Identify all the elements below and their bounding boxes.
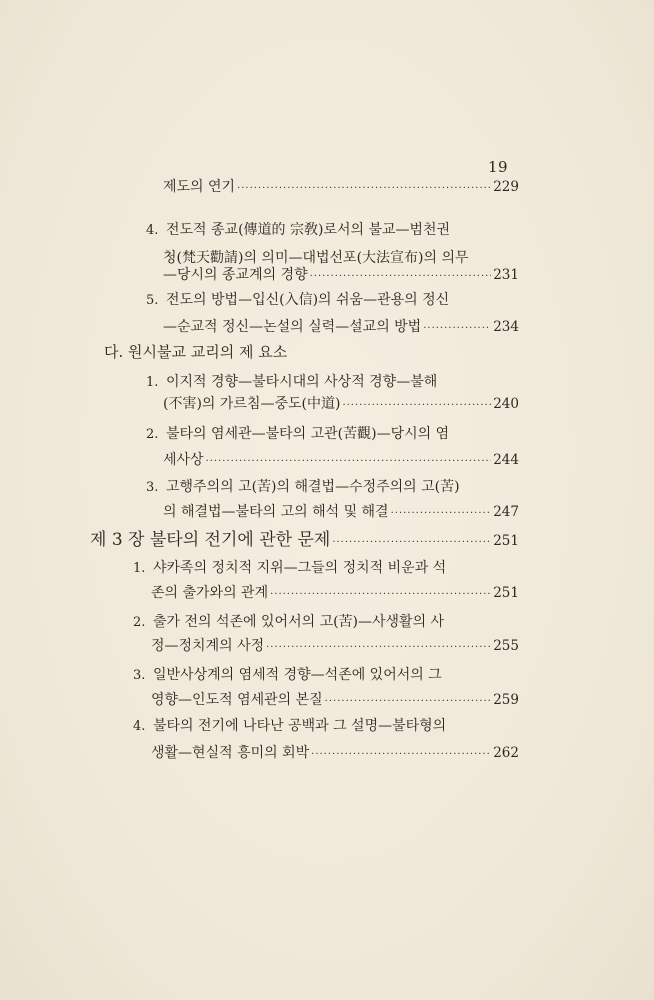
toc-cont-line [163, 450, 519, 470]
toc-cont-line [151, 690, 519, 710]
toc-entry-text: 이지적 경향—불타시대의 사상적 경향—불해 [166, 374, 438, 390]
toc-chapter-line [90, 530, 519, 550]
dot-leader [270, 585, 491, 605]
toc-page-number: 231 [493, 267, 519, 283]
toc-cont-line [163, 317, 519, 337]
toc-item-line [146, 372, 437, 392]
toc-item-line [133, 558, 446, 578]
toc-item-number: 4. [133, 719, 146, 734]
toc-page-number: 247 [493, 504, 519, 520]
dot-leader [310, 267, 492, 287]
toc-entry-text: 세사상 [163, 452, 204, 468]
toc-item-line [146, 220, 450, 240]
toc-page-number: 240 [493, 396, 519, 412]
toc-cont-line [151, 743, 519, 763]
toc-item-number: 3. [133, 668, 146, 683]
toc-section-line [104, 342, 287, 362]
toc-entry-text: (不害)의 가르침—중도(中道) [163, 396, 341, 412]
dot-leader [342, 396, 491, 416]
toc-entry-text: 불타의 염세관—불타의 고관(苦觀)—당시의 염 [166, 426, 450, 442]
toc-item-number: 2. [146, 427, 159, 442]
toc-entry-text: 불타의 전기에 나타난 공백과 그 설명—불타형의 [153, 718, 447, 734]
toc-entry-text: 샤카족의 정치적 지위—그들의 정치적 비운과 석 [153, 560, 447, 576]
toc-page-number: 229 [493, 179, 519, 195]
toc-page-number: 255 [493, 638, 519, 654]
toc-entry-text: 생활—현실적 흥미의 회박 [151, 745, 310, 761]
toc-item-number: 2. [133, 615, 146, 630]
dot-leader [325, 692, 492, 712]
toc-item-line [133, 665, 442, 685]
toc-item-number: 3. [146, 480, 159, 495]
toc-item-line [146, 477, 460, 497]
dot-leader [237, 179, 491, 199]
page-number: 19 [488, 158, 509, 176]
toc-page-number: 244 [493, 452, 519, 468]
toc-cont-line [163, 265, 519, 285]
toc-page-number: 251 [493, 533, 519, 549]
toc-entry-text: 정—정치계의 사정 [151, 638, 265, 654]
dot-leader [332, 533, 491, 553]
dot-leader [391, 504, 492, 524]
toc-cont-line [151, 583, 519, 603]
toc-entry-text: —순교적 정신—논설의 실력—설교의 방법 [163, 319, 422, 335]
toc-entry-text: 일반사상계의 염세적 경향—석존에 있어서의 그 [153, 667, 442, 683]
toc-item-number: 5. [146, 293, 159, 308]
toc-entry-text: 의 해결법—불타의 고의 해석 및 해결 [163, 504, 389, 520]
toc-item-line [146, 424, 449, 444]
toc-item-number: 1. [146, 375, 159, 390]
dot-leader [311, 745, 491, 765]
dot-leader [266, 638, 491, 658]
dot-leader [423, 319, 491, 339]
toc-entry-text: 전도적 종교(傳道的 宗敎)로서의 불교—범천권 [166, 222, 451, 238]
toc-entry-text: 제도의 연기 [163, 179, 236, 195]
toc-entry-text: 존의 출가와의 관계 [151, 585, 269, 601]
toc-entry-text: 고행주의의 고(苦)의 해결법—수정주의의 고(苦) [166, 479, 460, 495]
toc-cont-line [163, 177, 519, 197]
toc-item-number: 4. [146, 223, 159, 238]
toc-entry-text: 출가 전의 석존에 있어서의 고(苦)—사생활의 사 [153, 614, 445, 630]
toc-entry-text: 다. 원시불교 교리의 제 요소 [104, 343, 288, 361]
toc-item-line [146, 290, 449, 310]
toc-item-line [133, 612, 444, 632]
toc-page-number: 262 [493, 745, 519, 761]
toc-page-number: 251 [493, 585, 519, 601]
toc-page-number: 259 [493, 692, 519, 708]
toc-entry-text: 전도의 방법—입신(入信)의 쉬움—관용의 정신 [166, 292, 450, 308]
dot-leader [206, 452, 492, 472]
toc-entry-text: 청(梵天勸請)의 의미—대법선포(大法宣布)의 의무 [163, 250, 469, 266]
toc-entry-text: —당시의 종교계의 경향 [163, 267, 308, 283]
toc-entry-text: 제 3 장 불타의 전기에 관한 문제 [90, 530, 331, 550]
toc-entry-text: 영향—인도적 염세관의 본질 [151, 692, 323, 708]
toc-cont-line [163, 394, 519, 414]
toc-cont-line [151, 636, 519, 656]
toc-cont-line [163, 502, 519, 522]
toc-item-number: 1. [133, 561, 146, 576]
toc-page-number: 234 [493, 319, 519, 335]
toc-item-line [133, 716, 446, 736]
